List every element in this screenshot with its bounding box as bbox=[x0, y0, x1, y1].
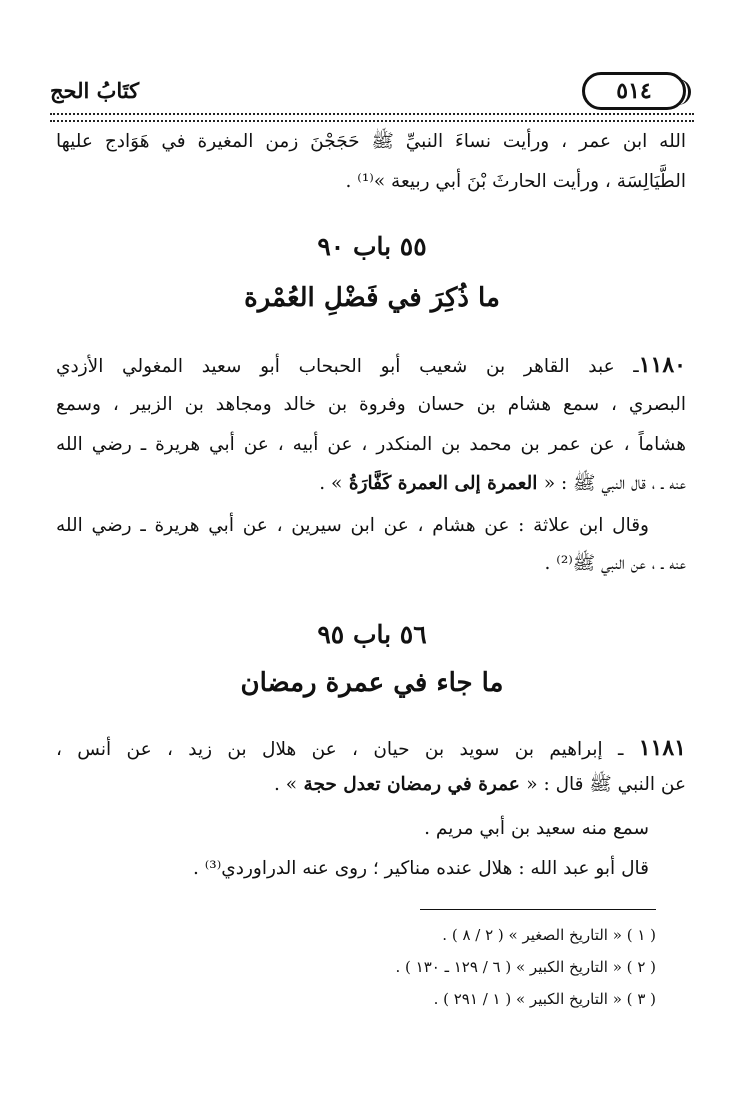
hadith-text: عنه ـ ، قال النبي ﷺ : « bbox=[543, 473, 686, 494]
footnote-1: ( ١ ) « التاريخ الصغير » ( ٢ / ٨ ) . bbox=[442, 926, 656, 944]
hadith-1180-line-4 bbox=[56, 475, 686, 494]
hadith-1180-line-2: البصري ، سمع هشام بن حسان وفروة بن خالد ومجاهد بن الزبير ، وسمع bbox=[56, 394, 686, 415]
prophetic-saying: العمرة إلى العمرة كَفَّارَةُ bbox=[342, 473, 544, 494]
note-1180-line-2: عنه ـ ، عن النبي ﷺ⁽²⁾ . bbox=[544, 553, 686, 574]
hadith-text: » . bbox=[319, 473, 343, 494]
prophetic-saying: عمرة في رمضان تعدل حجة bbox=[297, 774, 527, 795]
hadith-number: ١١٨٠ bbox=[638, 352, 686, 378]
page-number: ٥١٤ bbox=[582, 72, 686, 110]
header-rule bbox=[50, 113, 694, 122]
book-title: كتَابُ الحج bbox=[50, 78, 140, 103]
section-55-heading: ٥٥ باب ٩٠ bbox=[317, 232, 427, 261]
hadith-1181-line-4: قال أبو عبد الله : هلال عنده مناكير ؛ روى عنه الدراوردي⁽³⁾ . bbox=[192, 858, 649, 879]
hadith-1180-line-1 bbox=[56, 354, 686, 377]
section-55-title: ما ذُكِرَ في فَضْلِ العُمْرة bbox=[244, 283, 500, 313]
footnote-3: ( ٣ ) « التاريخ الكبير » ( ١ / ٢٩١ ) . bbox=[433, 990, 656, 1008]
hadith-text: » . bbox=[274, 774, 298, 795]
hadith-1180-line-3: هشاماً ، عن عمر بن محمد بن المنكدر ، عن أبيه ، عن أبي هريرة ـ رضي الله bbox=[56, 434, 686, 455]
hadith-number: ١١٨١ bbox=[638, 735, 686, 761]
continuation-line-1: الله ابن عمر ، ورأيت نساءَ النبيِّ ﷺ حَجَجْنَ زمن المغيرة في هَوَادج عليها bbox=[56, 131, 686, 152]
continuation-line-2: الطَّيَالِسَة ، ورأيت الحارثَ بْنَ أبي ربيعة »⁽¹⁾ . bbox=[345, 171, 686, 192]
section-56-title: ما جاء في عمرة رمضان bbox=[240, 668, 504, 698]
footnote-rule bbox=[420, 909, 656, 910]
hadith-text: عن النبي ﷺ قال : « bbox=[526, 774, 686, 795]
hadith-1181-line-1 bbox=[56, 737, 686, 760]
note-1180-line-1: وقال ابن علاثة : عن هشام ، عن ابن سيرين ، عن أبي هريرة ـ رضي الله bbox=[56, 515, 649, 536]
hadith-text: ـ عبد القاهر بن شعيب أبو الحبحاب أبو سعيد المغولي الأزدي bbox=[56, 356, 639, 377]
footnote-2: ( ٢ ) « التاريخ الكبير » ( ٦ / ١٢٩ ـ ١٣٠ ) . bbox=[395, 958, 656, 976]
hadith-1181-line-3: سمع منه سعيد بن أبي مريم . bbox=[424, 818, 649, 839]
hadith-1181-line-2 bbox=[56, 776, 686, 795]
page-header bbox=[50, 72, 686, 112]
hadith-text: ـ إبراهيم بن سويد بن حيان ، عن هلال بن زيد ، عن أنس ، bbox=[56, 739, 639, 760]
section-56-heading: ٥٦ باب ٩٥ bbox=[317, 620, 427, 649]
